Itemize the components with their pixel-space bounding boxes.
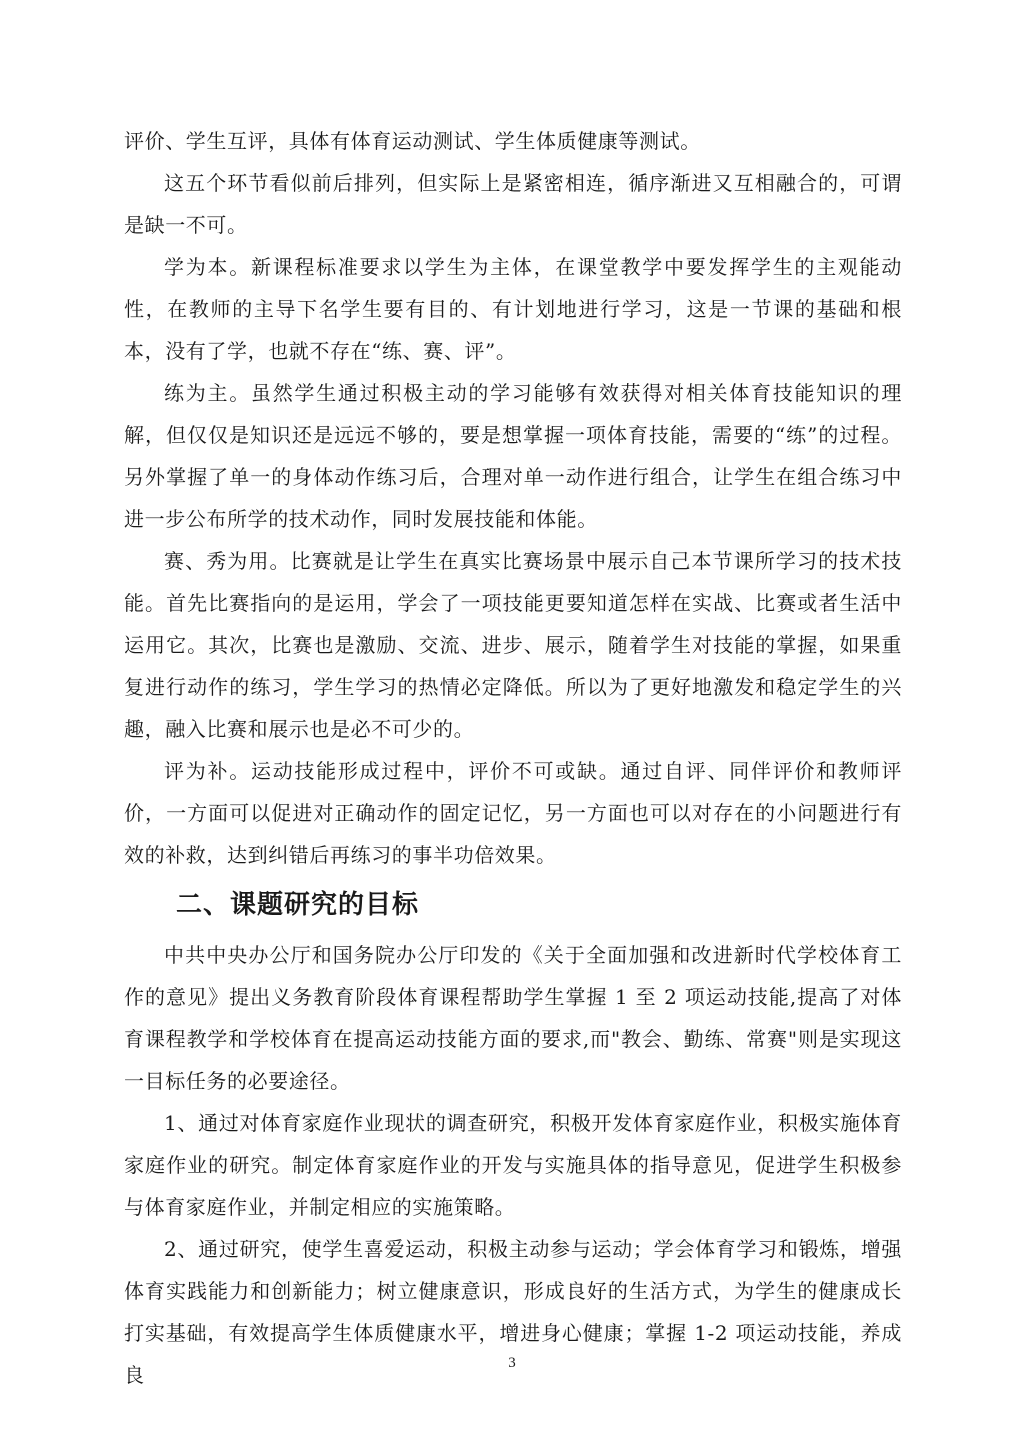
section-heading: 二、课题研究的目标 (176, 890, 420, 920)
paragraph-goal-2: 2、通过研究，使学生喜爱运动，积极主动参与运动；学会体育学习和锻炼，增强体育实践能力和创新能力；树立健康意识，形成良好的生活方式，为学生的健康成长打实基础，有效提高学生体质健康水平，增进身心健康；掌握 1-2 项运动技能，养成良 (124, 1237, 902, 1387)
paragraph-competition-use: 赛、秀为用。比赛就是让学生在真实比赛场景中展示自己本节课所学习的技术技能。首先比赛指向的是运用，学会了一项技能更要知道怎样在实战、比赛或者生活中运用它。其次，比赛也是激励、交流、进步、展示，随着学生对技能的掌握，如果重复进行动作的练习，学生学习的热情必定降低。所以为了更好地激发和稳定学生的兴趣，融入比赛和展示也是必不可少的。 (124, 549, 902, 741)
document-page (124, 120, 902, 1396)
paragraph-goal-1: 1、通过对体育家庭作业现状的调查研究，积极开发体育家庭作业，积极实施体育家庭作业的研究。制定体育家庭作业的开发与实施具体的指导意见，促进学生积极参与体育家庭作业，并制定相应的实施策略。 (124, 1111, 902, 1219)
paragraph-evaluation-continued: 评价、学生互评，具体有体育运动测试、学生体质健康等测试。 (124, 129, 701, 153)
paragraph-policy-opinion: 中共中央办公厅和国务院办公厅印发的《关于全面加强和改进新时代学校体育工作的意见》提出义务教育阶段体育课程帮助学生掌握 1 至 2 项运动技能,提高了对体育课程教学和学校体育在提高运动技能方面的要求,而"教会、勤练、常赛"则是实现这一目标任务的必要途径。 (124, 943, 902, 1093)
page-number: 3 (508, 1355, 516, 1371)
paragraph-evaluation-supplement: 评为补。运动技能形成过程中，评价不可或缺。通过自评、同伴评价和教师评价，一方面可以促进对正确动作的固定记忆，另一方面也可以对存在的小问题进行有效的补救，达到纠错后再练习的事半功倍效果。 (124, 759, 902, 867)
paragraph-five-links: 这五个环节看似前后排列，但实际上是紧密相连，循序渐进又互相融合的，可谓是缺一不可。 (124, 171, 902, 237)
paragraph-practice-main: 练为主。虽然学生通过积极主动的学习能够有效获得对相关体育技能知识的理解，但仅仅是知识还是远远不够的，要是想掌握一项体育技能，需要的“练”的过程。另外掌握了单一的身体动作练习后，合理对单一动作进行组合，让学生在组合练习中进一步公布所学的技术动作，同时发展技能和体能。 (124, 381, 902, 531)
paragraph-learning-basis: 学为本。新课程标准要求以学生为主体，在课堂教学中要发挥学生的主观能动性，在教师的主导下名学生要有目的、有计划地进行学习，这是一节课的基础和根本，没有了学，也就不存在“练、赛、评”。 (124, 255, 902, 363)
